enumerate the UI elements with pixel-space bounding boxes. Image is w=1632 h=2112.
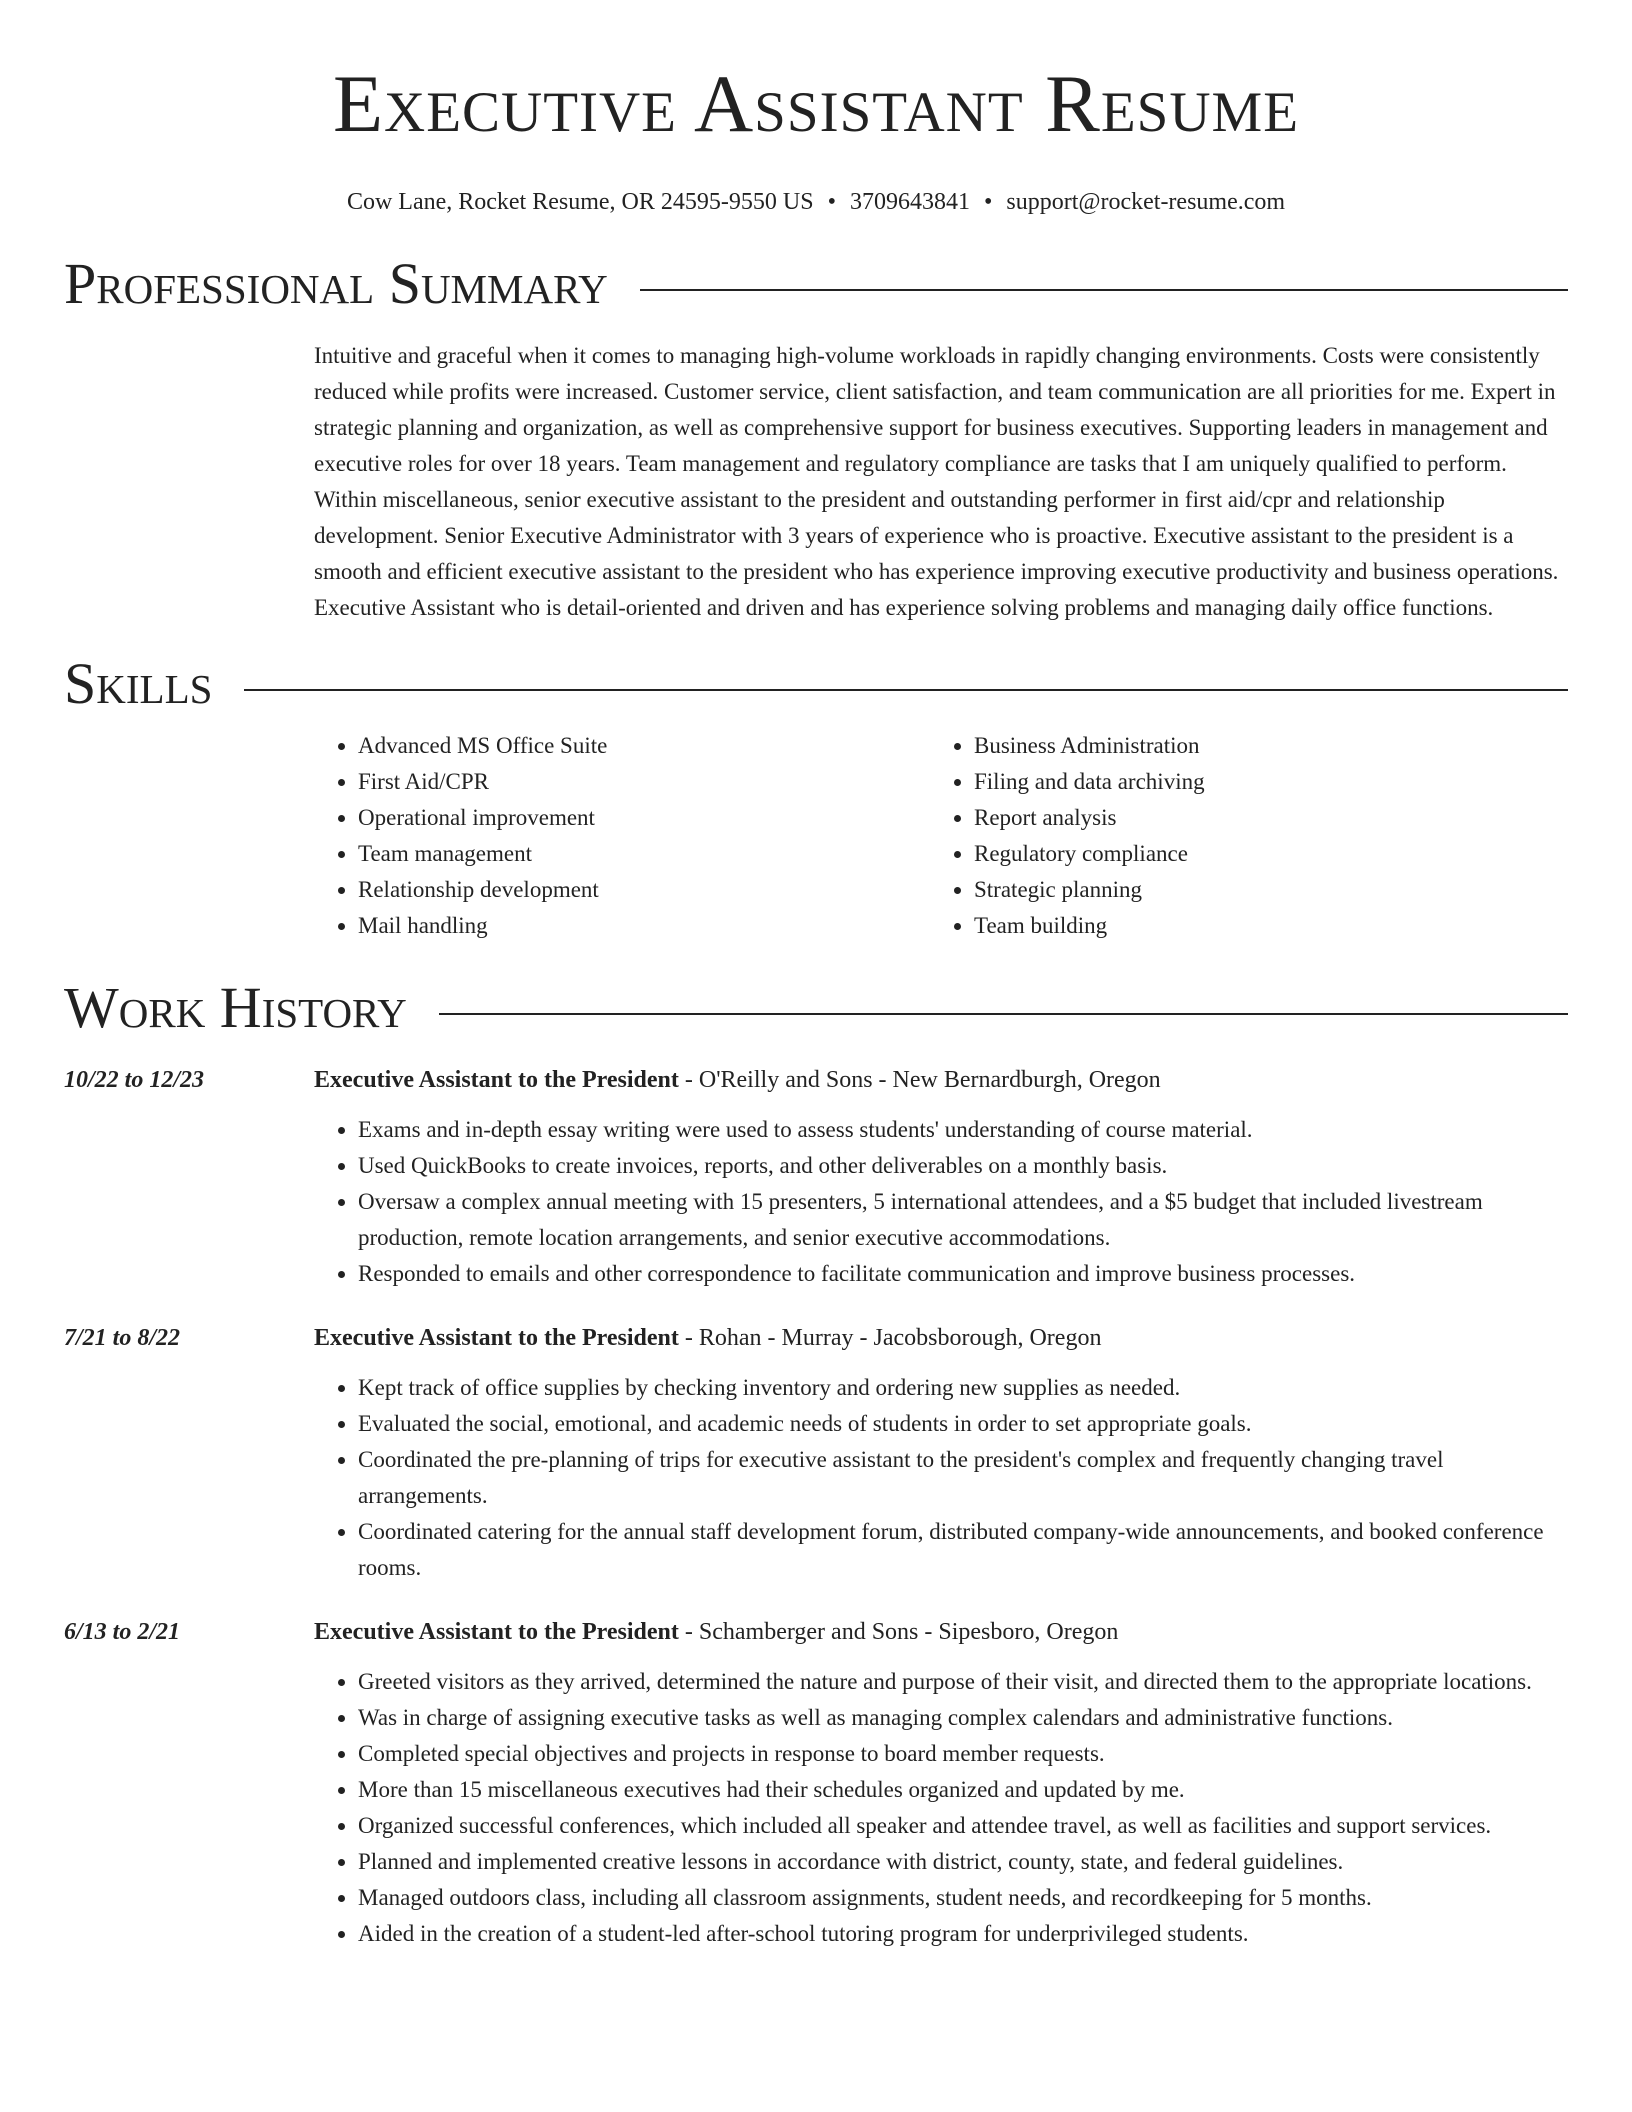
job-employer: - Schamberger and Sons - Sipesboro, Oregon <box>678 1619 1119 1645</box>
section-divider <box>439 1013 1568 1015</box>
section-divider <box>640 289 1568 291</box>
skills-list <box>314 728 1568 944</box>
job-bullet: • Evaluated the social, emotional, and academic needs of students in order to set appropriate goals. <box>358 1406 1568 1442</box>
skills-heading: Skills <box>64 651 213 716</box>
job-bullet: • Planned and implemented creative lessons in accordance with district, county, state, and federal guidelines. <box>358 1844 1568 1880</box>
job-bullet: • More than 15 miscellaneous executives had their schedules organized and updated by me. <box>358 1772 1568 1808</box>
job-bullet: • Was in charge of assigning executive tasks as well as managing complex calendars and administrative functions. <box>358 1700 1568 1736</box>
summary-section-header <box>64 252 1568 316</box>
job-bullet: • Managed outdoors class, including all classroom assignments, student needs, and recordkeeping for 5 months. <box>358 1880 1568 1916</box>
job-bullets <box>314 1112 1568 1292</box>
job-dates: 6/13 to 2/21 <box>64 1619 181 1645</box>
job-dates: 10/22 to 12/23 <box>64 1067 205 1093</box>
contact-address: Cow Lane, Rocket Resume, OR 24595-9550 US <box>346 189 814 215</box>
job-bullet: • Coordinated the pre-planning of trips for executive assistant to the president's complex and frequently changing travel arrangements. <box>358 1442 1568 1514</box>
job-employer: - O'Reilly and Sons - New Bernardburgh, Oregon <box>678 1067 1161 1093</box>
job-heading <box>314 1062 1568 1098</box>
skill-item: • Business Administration <box>974 728 1546 764</box>
job-bullet: • Organized successful conferences, which included all speaker and attendee travel, as well as facilities and support services. <box>358 1808 1568 1844</box>
job-bullet: • Completed special objectives and projects in response to board member requests. <box>358 1736 1568 1772</box>
contact-phone: 3709643841 <box>849 189 970 215</box>
skills-column-right <box>930 728 1546 944</box>
job-heading <box>314 1614 1568 1650</box>
job-bullet: • Exams and in-depth essay writing were used to assess students' understanding of course material. <box>358 1112 1568 1148</box>
skill-item: • Filing and data archiving <box>974 764 1546 800</box>
job-body <box>314 1320 1568 1586</box>
contact-separator: • <box>827 189 836 215</box>
skill-item: • Mail handling <box>358 908 930 944</box>
contact-line <box>64 186 1568 218</box>
job-bullet: • Coordinated catering for the annual staff development forum, distributed company-wide announcements, and booked conference rooms. <box>358 1514 1568 1586</box>
skill-item: • Strategic planning <box>974 872 1546 908</box>
job-bullet: • Oversaw a complex annual meeting with 15 presenters, 5 international attendees, and a $5 budget that included livestream production, remote location arrangements, and senior executive accommodations. <box>358 1184 1568 1256</box>
contact-separator: • <box>983 189 993 215</box>
skill-item: • Team building <box>974 908 1546 944</box>
job-title: Executive Assistant to the President <box>314 1325 679 1351</box>
skill-item: • Team management <box>358 836 930 872</box>
job-title: Executive Assistant to the President <box>314 1619 679 1645</box>
skill-item: • Report analysis <box>974 800 1546 836</box>
job-bullet: • Greeted visitors as they arrived, determined the nature and purpose of their visit, and directed them to the appropriate locations. <box>358 1664 1568 1700</box>
job-title: Executive Assistant to the President <box>314 1067 679 1093</box>
skill-item: • Advanced MS Office Suite <box>358 728 930 764</box>
job-body <box>314 1614 1568 1952</box>
section-divider <box>244 689 1568 691</box>
job-bullets <box>314 1370 1568 1586</box>
job-entry <box>64 1614 1568 1952</box>
summary-text: Intuitive and graceful when it comes to managing high-volume workloads in rapidly changing environments. Costs were consistently reduced while profits were increased. Customer service, client satisfaction, and team communication are all priorities for me. Expert in strategic planning and organization, as well as comprehensive support for business executives. Supporting leaders in management and executive roles for over 18 years. Team management and regulatory compliance are tasks that I am uniquely qualified to perform. Within miscellaneous, senior executive assistant to the president and outstanding performer in first aid/cpr and relationship development. Senior Executive Administrator with 3 years of experience who is proactive. Executive assistant to the president is a smooth and efficient executive assistant to the president who has experience improving executive productivity and business operations. Executive Assistant who is detail-oriented and driven and has experience solving problems and managing daily office functions. <box>314 343 1559 620</box>
skill-item: • Regulatory compliance <box>974 836 1546 872</box>
job-bullet: • Aided in the creation of a student-led after-school tutoring program for underprivileged students. <box>358 1916 1568 1952</box>
job-dates: 7/21 to 8/22 <box>64 1325 181 1351</box>
contact-email: support@rocket-resume.com <box>1006 189 1286 215</box>
skills-section-header <box>64 652 1568 716</box>
summary-heading: Professional Summary <box>64 251 608 316</box>
resume-title: Executive Assistant Resume <box>332 58 1300 149</box>
skill-item: • Relationship development <box>358 872 930 908</box>
work-heading: Work History <box>64 975 407 1040</box>
job-entry <box>64 1062 1568 1292</box>
work-section-header <box>64 976 1568 1040</box>
job-bullet: • Used QuickBooks to create invoices, reports, and other deliverables on a monthly basis. <box>358 1148 1568 1184</box>
job-entry <box>64 1320 1568 1586</box>
job-heading <box>314 1320 1568 1356</box>
job-body <box>314 1062 1568 1292</box>
skills-column-left <box>314 728 930 944</box>
job-bullet: • Responded to emails and other correspondence to facilitate communication and improve business processes. <box>358 1256 1568 1292</box>
job-bullet: • Kept track of office supplies by checking inventory and ordering new supplies as needed. <box>358 1370 1568 1406</box>
skill-item: • Operational improvement <box>358 800 930 836</box>
job-bullets <box>314 1664 1568 1952</box>
job-employer: - Rohan - Murray - Jacobsborough, Oregon <box>678 1325 1102 1351</box>
skill-item: • First Aid/CPR <box>358 764 930 800</box>
